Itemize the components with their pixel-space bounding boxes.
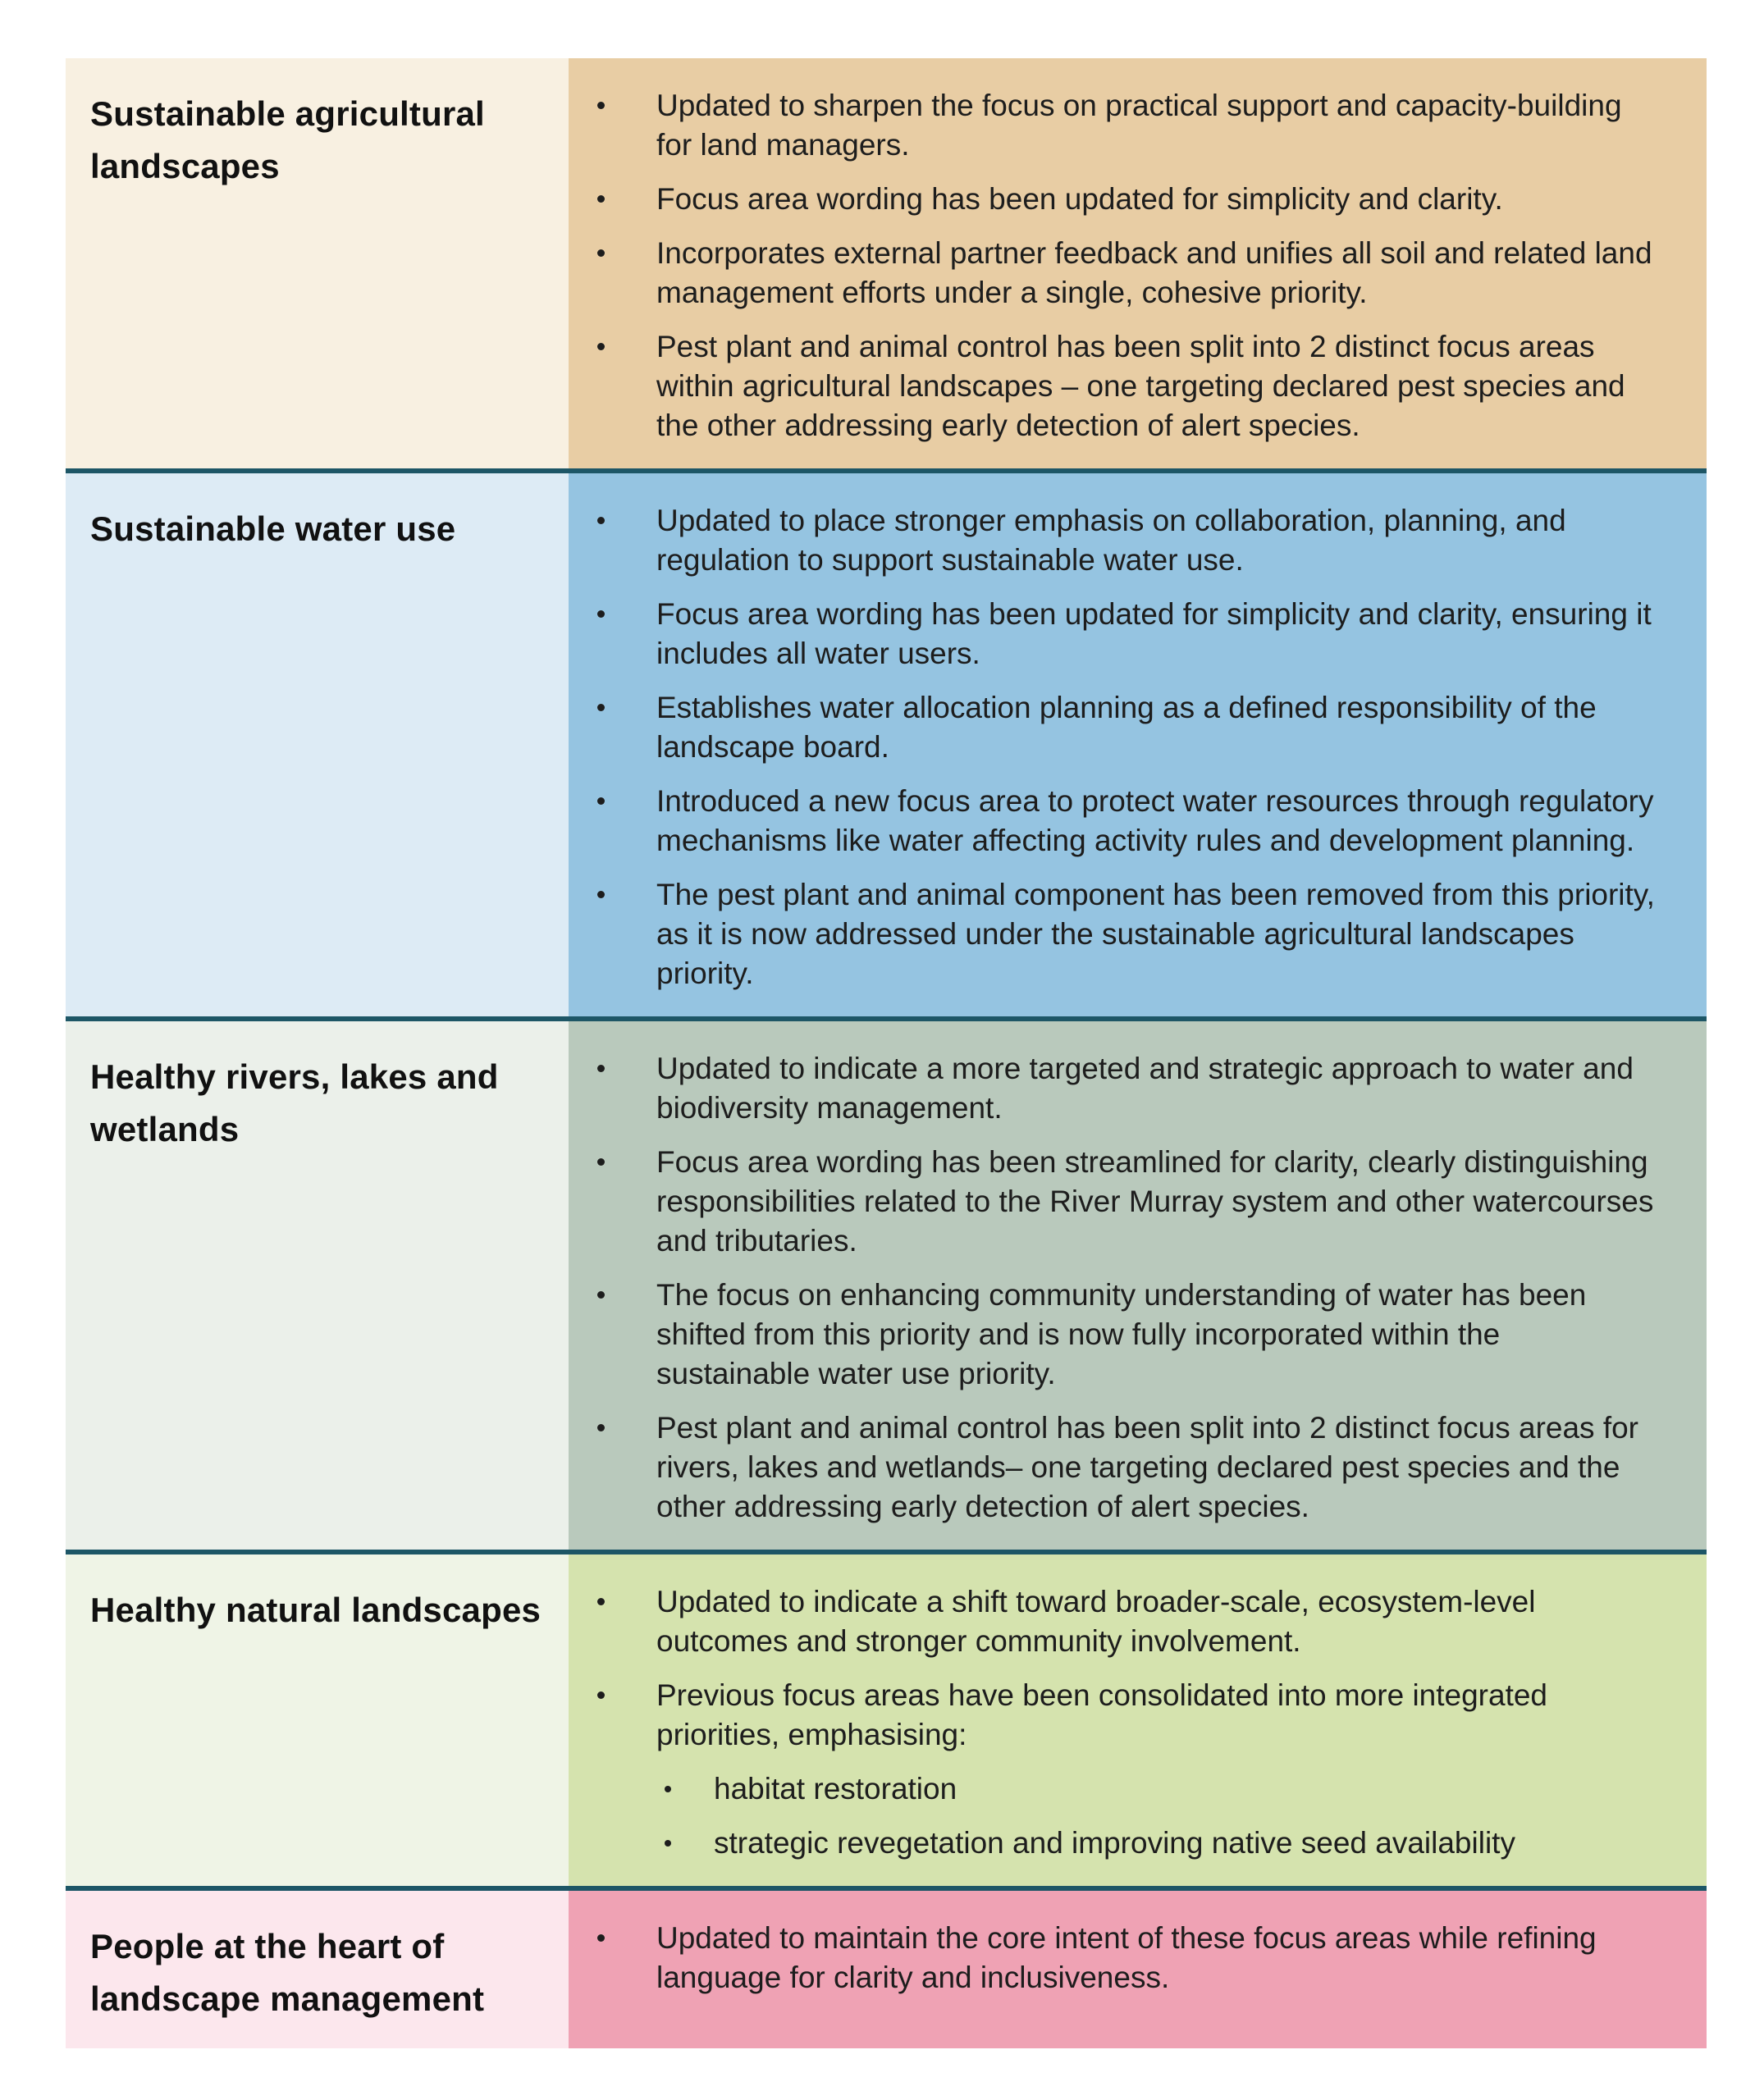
bullet-icon xyxy=(597,1691,605,1699)
table-row xyxy=(66,1886,1707,2048)
changes-list xyxy=(597,86,1661,445)
bullet-icon xyxy=(597,102,605,109)
priorities-change-table xyxy=(66,58,1707,2048)
sub-changes-list xyxy=(665,1769,1661,1863)
change-text: Incorporates external partner feedback and unifies all soil and related land management efforts under a single, cohesive priority. xyxy=(656,236,1652,309)
change-item xyxy=(597,1919,1661,1997)
sub-change-text: strategic revegetation and improving native seed availability xyxy=(714,1826,1515,1860)
bullet-icon xyxy=(665,1840,671,1847)
change-text: Establishes water allocation planning as a defined responsibility of the landscape board. xyxy=(656,691,1597,764)
bullet-icon xyxy=(597,704,605,711)
change-item xyxy=(597,1143,1661,1261)
changes-cell xyxy=(569,1891,1707,2048)
changes-list xyxy=(597,1049,1661,1527)
change-text: Updated to sharpen the focus on practical support and capacity-building for land managers. xyxy=(656,89,1622,162)
change-item xyxy=(597,234,1661,313)
bullet-icon xyxy=(597,195,605,203)
changes-list xyxy=(597,1919,1661,1997)
change-text: Updated to maintain the core intent of these focus areas while refining language for clarity and inclusiveness. xyxy=(656,1921,1597,1994)
changes-list xyxy=(597,501,1661,993)
changes-cell xyxy=(569,1021,1707,1550)
bullet-icon xyxy=(597,1158,605,1166)
bullet-icon xyxy=(597,517,605,524)
priority-title: Healthy rivers, lakes and wetlands xyxy=(90,1057,499,1148)
sub-change-item xyxy=(665,1769,1661,1809)
change-item xyxy=(597,875,1661,993)
bullet-icon xyxy=(597,891,605,898)
priority-title-cell xyxy=(66,473,569,1016)
changes-list xyxy=(597,1582,1661,1863)
bullet-icon xyxy=(597,610,605,618)
change-text: Focus area wording has been updated for simplicity and clarity, ensuring it includes all water users. xyxy=(656,597,1652,670)
change-item xyxy=(597,1408,1661,1527)
bullet-icon xyxy=(597,1934,605,1942)
change-text: The pest plant and animal component has been removed from this priority, as it is now addressed under the sustainable agricultural landscapes priority. xyxy=(656,878,1655,990)
bullet-icon xyxy=(597,797,605,805)
change-item xyxy=(597,1676,1661,1863)
change-item xyxy=(597,595,1661,673)
sub-change-text: habitat restoration xyxy=(714,1772,957,1806)
bullet-icon xyxy=(597,1065,605,1072)
change-item xyxy=(597,501,1661,580)
change-text: The focus on enhancing community understanding of water has been shifted from this priority and is now fully incorporated within the sustainable water use priority. xyxy=(656,1278,1587,1390)
change-item xyxy=(597,1582,1661,1661)
priority-title: Healthy natural landscapes xyxy=(90,1591,542,1629)
priority-title: Sustainable agricultural landscapes xyxy=(90,94,485,185)
bullet-icon xyxy=(665,1786,671,1792)
priority-title-cell xyxy=(66,1021,569,1550)
change-text: Pest plant and animal control has been split into 2 distinct focus areas for rivers, lakes and wetlands– one targeting declared pest species and the other addressing early detection of alert species. xyxy=(656,1411,1639,1523)
priority-title-cell xyxy=(66,58,569,468)
change-text: Pest plant and animal control has been split into 2 distinct focus areas within agricultural landscapes – one targeting declared pest species and the other addressing early detection of alert species. xyxy=(656,330,1625,442)
bullet-icon xyxy=(597,249,605,257)
change-item xyxy=(597,180,1661,219)
table-row xyxy=(66,58,1707,468)
table-row xyxy=(66,1550,1707,1886)
priority-title: People at the heart of landscape management xyxy=(90,1927,485,2018)
table-row xyxy=(66,468,1707,1016)
change-item xyxy=(597,782,1661,861)
priority-title: Sustainable water use xyxy=(90,509,456,548)
change-item xyxy=(597,1276,1661,1394)
change-text: Updated to indicate a more targeted and strategic approach to water and biodiversity management. xyxy=(656,1052,1634,1125)
change-item xyxy=(597,86,1661,165)
change-text: Previous focus areas have been consolidated into more integrated priorities, emphasising: xyxy=(656,1678,1548,1751)
changes-cell xyxy=(569,473,1707,1016)
bullet-icon xyxy=(597,1424,605,1431)
change-text: Updated to place stronger emphasis on collaboration, planning, and regulation to support sustainable water use. xyxy=(656,504,1566,577)
priority-title-cell xyxy=(66,1891,569,2048)
bullet-icon xyxy=(597,1291,605,1299)
change-item xyxy=(597,1049,1661,1128)
table-row xyxy=(66,1016,1707,1550)
change-text: Updated to indicate a shift toward broader-scale, ecosystem-level outcomes and stronger community involvement. xyxy=(656,1585,1536,1658)
bullet-icon xyxy=(597,343,605,350)
sub-change-item xyxy=(665,1824,1661,1863)
change-text: Focus area wording has been streamlined for clarity, clearly distinguishing responsibilities related to the River Murray system and other watercourses and tributaries. xyxy=(656,1145,1654,1258)
changes-cell xyxy=(569,1554,1707,1886)
change-item xyxy=(597,688,1661,767)
change-item xyxy=(597,327,1661,445)
change-text: Introduced a new focus area to protect water resources through regulatory mechanisms like water affecting activity rules and development planning. xyxy=(656,784,1654,857)
priority-title-cell xyxy=(66,1554,569,1886)
changes-cell xyxy=(569,58,1707,468)
bullet-icon xyxy=(597,1598,605,1605)
change-text: Focus area wording has been updated for simplicity and clarity. xyxy=(656,182,1503,216)
